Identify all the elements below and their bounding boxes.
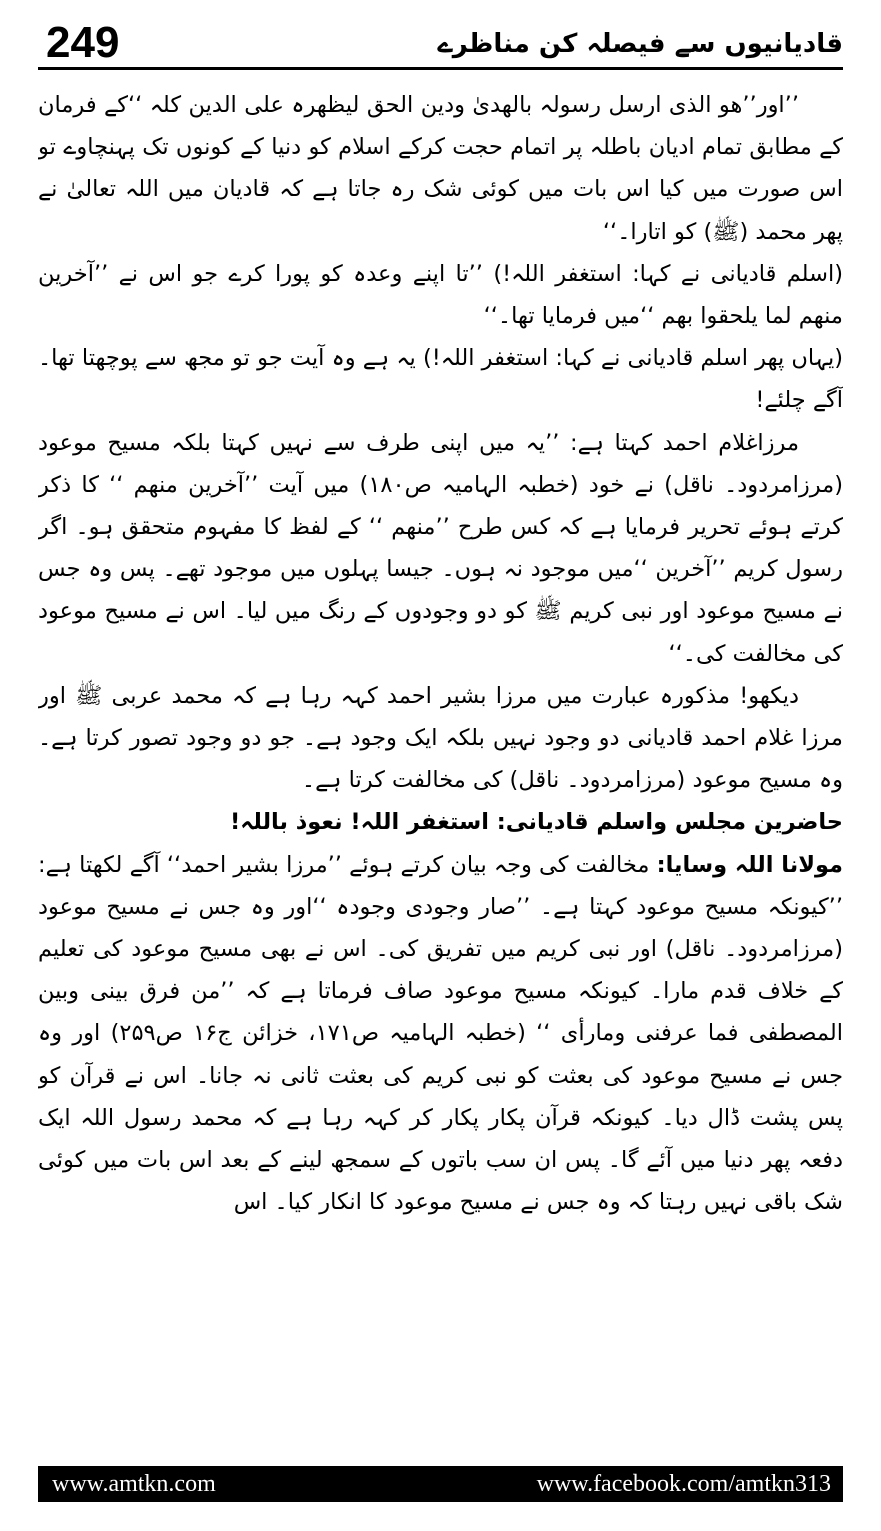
paragraph-7-text: مخالفت کی وجہ بیان کرتے ہوئے ’’مرزا بشیر احمد‘‘ آگے لکھتا ہے: ’’کیونکہ مسیح موعود کہتا ہے۔ ’’صار وجودی وجودہ ‘‘اور وہ جس نے مسیح موعود (مرزامردود۔ ناقل) اور نبی کریم میں تفریق کی۔ اس نے بھی مسیح موعود کی تعلیم کے خلاف قدم مارا۔ کیونکہ مسیح موعود صاف فرماتا ہے کہ ’’من فرق بینی وبین المصطفی فما عرفنی ومارأی ‘‘ (خطبہ الہامیہ ص۱۷۱، خزائن ج۱۶ ص۲۵۹) اور وہ جس نے مسیح موعود کی بعثت کو نبی کریم کی بعثت ثانی نہ جانا۔ اس نے قرآن کو پس پشت ڈال دیا۔ کیونکہ قرآن پکار پکار کر کہہ رہا ہے کہ محمد رسول اللہ ایک دفعہ پھر دنیا میں آئے گا۔ پس ان سب باتوں کے سمجھ لینے کے بعد اس بات میں کوئی شک باقی نہیں رہتا کہ وہ جس نے مسیح موعود کا انکار کیا۔ اس [38,851,843,1216]
page-body [38,84,843,1444]
paragraph-5: دیکھو! مذکورہ عبارت میں مرزا بشیر احمد کہہ رہا ہے کہ محمد عربی ﷺ اور مرزا غلام احمد قادیانی دو وجود نہیں بلکہ ایک وجود ہے۔ جو دو وجود تصور کرتا ہے۔ وہ مسیح موعود (مرزامردود۔ ناقل) کی مخالفت کرتا ہے۔ [38,682,843,794]
paragraph-4: مرزاغلام احمد کہتا ہے: ’’یہ میں اپنی طرف سے نہیں کہتا بلکہ مسیح موعود (مرزامردود۔ ناقل) نے خود (خطبہ الہامیہ ص۱۸۰) میں آیت ’’آخرین منھم ‘‘ کا ذکر کرتے ہوئے تحریر فرمایا ہے کہ کس طرح ’’منھم ‘‘ کے لفظ کا مفہوم متحقق ہو۔ اگر رسول کریم ’’آخرین ‘‘میں موجود نہ ہوں۔ جیسا پہلوں میں موجود تھے۔ پس وہ جس نے مسیح موعود اور نبی کریم ﷺ کو دو وجودوں کے رنگ میں لیا۔ اس نے مسیح موعود کی مخالفت کی۔‘‘ [38,429,843,667]
paragraph-1: ’’اور’’ھو الذی ارسل رسولہ بالھدیٰ ودین الحق لیظھرہ علی الدین کلہ ‘‘کے فرمان کے مطابق تمام ادیان باطلہ پر اتمام حجت کرکے اسلام کو دنیا کے کونوں تک پہنچاوے تو اس صورت میں کیا اس بات میں کوئی شک رہ جاتا ہے کہ قادیان میں اللہ تعالیٰ نے پھر محمد (ﷺ) کو اتارا۔‘‘ [38,92,843,245]
footer-website-link[interactable]: www.amtkn.com [52,1471,216,1497]
page-header [38,14,843,70]
footer-facebook-link[interactable]: www.facebook.com/amtkn313 [536,1471,831,1497]
paragraph-6: حاضرین مجلس واسلم قادیانی: استغفر اللہ! نعوذ باللہ! [229,809,843,836]
page-number: 249 [46,18,120,67]
paragraph-3: (یہاں پھر اسلم قادیانی نے کہا: استغفر اللہ!) یہ ہے وہ آیت جو تو مجھ سے پوچھتا تھا۔ آگے چلئے! [38,345,843,414]
page-footer [38,1466,843,1502]
header-divider [38,67,843,70]
speaker-label: مولانا اللہ وسایا: [656,851,843,878]
paragraph-2: (اسلم قادیانی نے کہا: استغفر اللہ!) ’’تا اپنے وعدہ کو پورا کرے جو اس نے ’’آخرین منھم لما یلحقوا بھم ‘‘میں فرمایا تھا۔‘‘ [38,260,843,330]
running-title: قادیانیوں سے فیصلہ کن مناظرے [437,29,843,59]
paragraph-7 [38,844,843,1224]
